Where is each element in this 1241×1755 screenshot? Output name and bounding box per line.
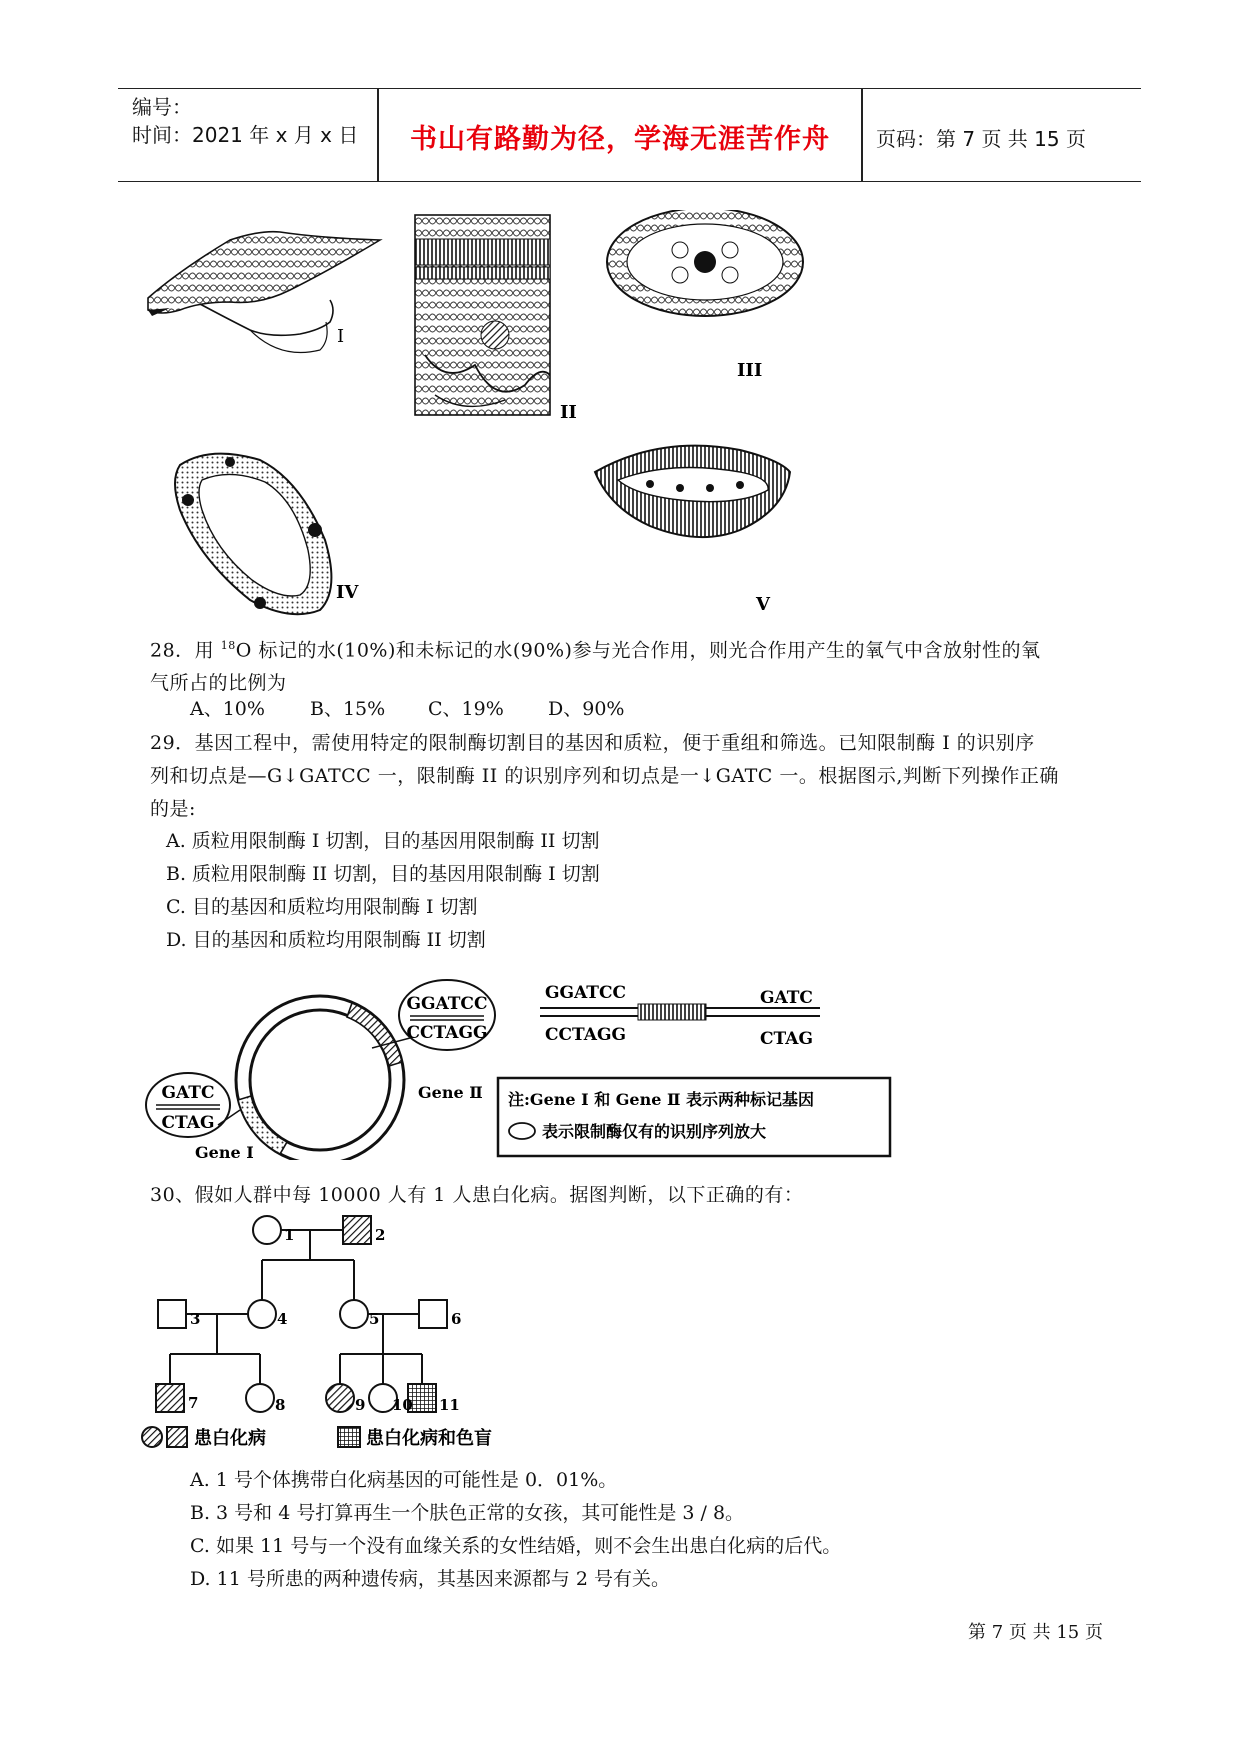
time-label: 时间：2021 年 x 月 x 日 xyxy=(132,123,359,147)
q30-option-a: A. 1 号个体携带白化病基因的可能性是 0．01%。 xyxy=(190,1469,618,1491)
callout-oval-icon xyxy=(509,1123,535,1139)
plant-tissue-figure xyxy=(140,210,860,630)
q30-option-b: B. 3 号和 4 号打算再生一个肤色正常的女孩，其可能性是 3 / 8。 xyxy=(190,1502,745,1524)
header-meta xyxy=(132,93,358,149)
tissue-drawing-5 xyxy=(595,446,790,615)
number-label: 编号： xyxy=(132,95,192,119)
site-2-callout xyxy=(146,1073,240,1137)
note-line-1: 注:Gene Ⅰ 和 Gene Ⅱ 表示两种标记基因 xyxy=(508,1090,815,1109)
pedigree-num-1: 1 xyxy=(284,1226,295,1244)
header-motto: 书山有路勤为径，学海无涯苦作舟 xyxy=(410,124,830,155)
tissue-drawing-2 xyxy=(415,215,577,423)
fragment-right-bottom: CTAG xyxy=(760,1029,813,1049)
fragment-left-top: GGATCC xyxy=(545,983,627,1003)
pedigree-num-7: 7 xyxy=(188,1394,199,1412)
q28-option-a: A、10% xyxy=(190,698,265,720)
gene-2-segment xyxy=(347,1003,402,1066)
q28-line2: 气所占的比例为 xyxy=(150,672,287,695)
note-line-2: 表示限制酶仅有的识别序列放大 xyxy=(542,1122,767,1141)
tissue-label-2: II xyxy=(560,402,577,423)
figure-note-box xyxy=(498,1078,890,1156)
page-indicator: 页码：第 7 页 共 15 页 xyxy=(876,127,1086,151)
q29-option-c: C. 目的基因和质粒均用限制酶 I 切割 xyxy=(166,896,478,918)
page-header xyxy=(118,88,1141,182)
pedigree-num-9: 9 xyxy=(355,1396,366,1414)
q29-options xyxy=(166,825,600,957)
tissue-label-3: III xyxy=(737,360,763,381)
page-footer: 第 7 页 共 15 页 xyxy=(968,1622,1103,1643)
pedigree-legend xyxy=(142,1427,492,1449)
pedigree-num-8: 8 xyxy=(275,1396,286,1414)
header-divider xyxy=(861,89,863,181)
target-gene-block xyxy=(638,1004,706,1020)
tissue-drawing-4 xyxy=(175,454,359,615)
q28-option-b: B、15% xyxy=(310,698,386,720)
question-28 xyxy=(150,629,1040,700)
tissue-drawing-3 xyxy=(607,210,803,381)
pedigree-num-11: 11 xyxy=(439,1396,460,1414)
pedigree-chart xyxy=(140,1212,560,1452)
q29-line2: 列和切点是—G↓GATCC 一，限制酶 II 的识别序列和切点是一↓GATC 一。根据图示,判断下列操作正确 xyxy=(150,765,1059,787)
pedigree-num-3: 3 xyxy=(190,1310,201,1328)
tissue-label-5: V xyxy=(756,594,770,615)
pedigree-num-10: 10 xyxy=(392,1396,413,1414)
question-30 xyxy=(150,1179,803,1212)
pedigree-num-2: 2 xyxy=(375,1226,386,1244)
question-29 xyxy=(150,727,1059,826)
target-gene-fragment xyxy=(540,983,820,1049)
tissue-label-4: IV xyxy=(336,582,359,603)
site-2-top: GATC xyxy=(161,1083,215,1103)
pedigree-num-5: 5 xyxy=(369,1310,380,1328)
q28-option-c: C、19% xyxy=(428,698,504,720)
q28-line1: 28．用 $^{18}$O 标记的水(10%)和未标记的水(90%)参与光合作用，则光合作用产生的氧气中含放射性的氧 xyxy=(150,639,1041,662)
legend-albinism-colorblind: 患白化病和色盲 xyxy=(366,1428,492,1449)
q29-option-d: D. 目的基因和质粒均用限制酶 II 切割 xyxy=(166,929,486,951)
site-2-bottom: CTAG xyxy=(161,1113,215,1133)
q30-options xyxy=(190,1464,841,1596)
q30-stem: 30、假如人群中每 10000 人有 1 人患白化病。据图判断，以下正确的有： xyxy=(150,1184,804,1206)
q30-option-c: C. 如果 11 号与一个没有血缘关系的女性结婚，则不会生出患白化病的后代。 xyxy=(190,1535,842,1557)
pedigree-num-6: 6 xyxy=(451,1310,462,1328)
site-1-top: GGATCC xyxy=(406,994,488,1014)
plasmid-diagram xyxy=(140,960,900,1160)
q29-option-b: B. 质粒用限制酶 II 切割，目的基因用限制酶 I 切割 xyxy=(166,863,600,885)
tissue-drawing-1 xyxy=(148,232,380,353)
q28-options xyxy=(190,693,624,726)
q29-line3: 的是: xyxy=(150,798,196,820)
q30-option-d: D. 11 号所患的两种遗传病，其基因来源都与 2 号有关。 xyxy=(190,1568,671,1590)
q29-line1: 29．基因工程中，需使用特定的限制酶切割目的基因和质粒，便于重组和筛选。已知限制酶 I 的识别序 xyxy=(150,732,1035,754)
q29-option-a: A. 质粒用限制酶 I 切割，目的基因用限制酶 II 切割 xyxy=(166,830,600,852)
legend-albinism: 患白化病 xyxy=(194,1428,266,1449)
plasmid-ring xyxy=(236,996,404,1160)
q28-option-d: D、90% xyxy=(548,698,625,720)
gene-2-label: Gene Ⅱ xyxy=(418,1083,483,1102)
fragment-right-top: GATC xyxy=(760,988,813,1008)
fragment-left-bottom: CCTAGG xyxy=(545,1025,627,1045)
pedigree-num-4: 4 xyxy=(277,1310,288,1328)
gene-1-label: Gene Ⅰ xyxy=(195,1143,254,1160)
site-1-bottom: CCTAGG xyxy=(406,1023,488,1043)
tissue-label-1: I xyxy=(337,326,345,347)
